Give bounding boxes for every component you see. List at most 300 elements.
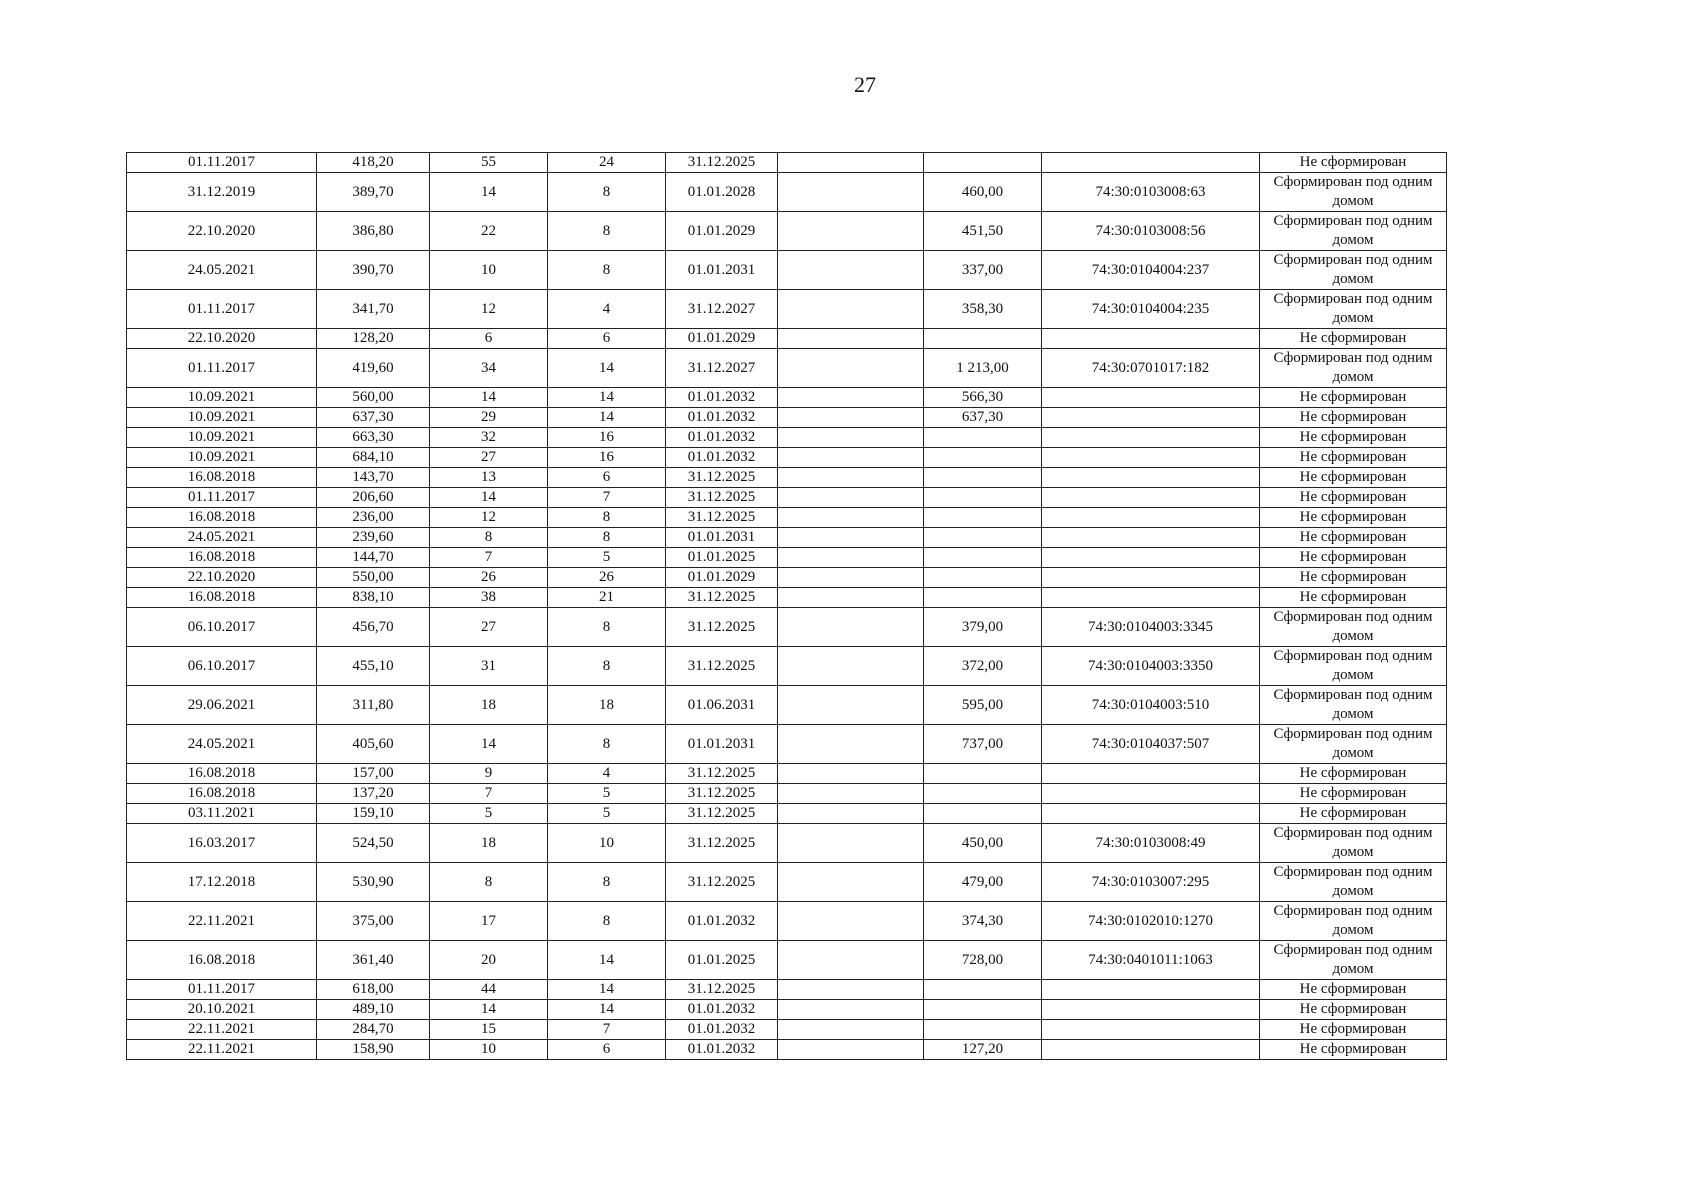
status-cell: Сформирован под одним домом [1260, 824, 1447, 863]
count-b-cell: 18 [548, 686, 666, 725]
deadline-cell: 31.12.2025 [666, 804, 778, 824]
empty-cell [778, 1020, 924, 1040]
status-cell: Не сформирован [1260, 784, 1447, 804]
count-a-cell: 10 [430, 251, 548, 290]
deadline-cell: 31.12.2025 [666, 153, 778, 173]
date-cell: 10.09.2021 [127, 428, 317, 448]
date-cell: 06.10.2017 [127, 608, 317, 647]
cadastral-number-cell [1042, 1000, 1260, 1020]
count-a-cell: 31 [430, 647, 548, 686]
cadastral-number-cell [1042, 548, 1260, 568]
area-cell: 361,40 [317, 941, 430, 980]
table-row [127, 824, 1447, 863]
area-cell: 206,60 [317, 488, 430, 508]
deadline-cell: 01.01.2028 [666, 173, 778, 212]
table-row [127, 608, 1447, 647]
count-b-cell: 6 [548, 1040, 666, 1060]
status-cell: Сформирован под одним домом [1260, 902, 1447, 941]
land-area-cell [924, 784, 1042, 804]
land-area-cell [924, 508, 1042, 528]
deadline-cell: 01.01.2029 [666, 568, 778, 588]
table-row [127, 528, 1447, 548]
count-b-cell: 14 [548, 941, 666, 980]
table-row [127, 212, 1447, 251]
empty-cell [778, 804, 924, 824]
table-row [127, 863, 1447, 902]
date-cell: 24.05.2021 [127, 725, 317, 764]
deadline-cell: 31.12.2025 [666, 784, 778, 804]
count-b-cell: 14 [548, 349, 666, 388]
area-cell: 128,20 [317, 329, 430, 349]
count-a-cell: 14 [430, 488, 548, 508]
area-cell: 311,80 [317, 686, 430, 725]
table-row [127, 488, 1447, 508]
area-cell: 144,70 [317, 548, 430, 568]
area-cell: 418,20 [317, 153, 430, 173]
land-area-cell [924, 488, 1042, 508]
count-b-cell: 8 [548, 608, 666, 647]
empty-cell [778, 1040, 924, 1060]
empty-cell [778, 329, 924, 349]
status-cell: Не сформирован [1260, 528, 1447, 548]
land-area-cell [924, 548, 1042, 568]
table-row [127, 153, 1447, 173]
cadastral-number-cell [1042, 980, 1260, 1000]
land-area-cell: 450,00 [924, 824, 1042, 863]
land-area-cell: 737,00 [924, 725, 1042, 764]
table-row [127, 428, 1447, 448]
count-b-cell: 14 [548, 980, 666, 1000]
deadline-cell: 31.12.2027 [666, 290, 778, 329]
count-b-cell: 21 [548, 588, 666, 608]
count-b-cell: 24 [548, 153, 666, 173]
status-cell: Не сформирован [1260, 764, 1447, 784]
cadastral-number-cell [1042, 468, 1260, 488]
land-area-cell [924, 329, 1042, 349]
status-cell: Сформирован под одним домом [1260, 290, 1447, 329]
cadastral-number-cell: 74:30:0103007:295 [1042, 863, 1260, 902]
deadline-cell: 31.12.2025 [666, 824, 778, 863]
empty-cell [778, 468, 924, 488]
land-area-cell [924, 568, 1042, 588]
count-b-cell: 7 [548, 488, 666, 508]
count-b-cell: 8 [548, 251, 666, 290]
deadline-cell: 01.01.2032 [666, 1040, 778, 1060]
land-area-cell: 566,30 [924, 388, 1042, 408]
cadastral-number-cell [1042, 408, 1260, 428]
empty-cell [778, 153, 924, 173]
land-area-cell [924, 528, 1042, 548]
empty-cell [778, 764, 924, 784]
empty-cell [778, 980, 924, 1000]
date-cell: 16.03.2017 [127, 824, 317, 863]
status-cell: Сформирован под одним домом [1260, 608, 1447, 647]
area-cell: 137,20 [317, 784, 430, 804]
count-a-cell: 22 [430, 212, 548, 251]
cadastral-number-cell: 74:30:0104037:507 [1042, 725, 1260, 764]
empty-cell [778, 408, 924, 428]
deadline-cell: 01.01.2032 [666, 1000, 778, 1020]
table-row [127, 941, 1447, 980]
count-b-cell: 16 [548, 428, 666, 448]
land-area-cell [924, 1020, 1042, 1040]
status-cell: Не сформирован [1260, 329, 1447, 349]
land-area-cell: 372,00 [924, 647, 1042, 686]
count-a-cell: 14 [430, 173, 548, 212]
count-b-cell: 8 [548, 725, 666, 764]
empty-cell [778, 647, 924, 686]
count-b-cell: 4 [548, 764, 666, 784]
empty-cell [778, 568, 924, 588]
empty-cell [778, 548, 924, 568]
table-row [127, 902, 1447, 941]
area-cell: 455,10 [317, 647, 430, 686]
empty-cell [778, 290, 924, 329]
area-cell: 389,70 [317, 173, 430, 212]
land-area-cell: 1 213,00 [924, 349, 1042, 388]
status-cell: Не сформирован [1260, 508, 1447, 528]
cadastral-number-cell: 74:30:0103008:49 [1042, 824, 1260, 863]
land-area-cell [924, 153, 1042, 173]
count-b-cell: 8 [548, 902, 666, 941]
empty-cell [778, 388, 924, 408]
table-row [127, 1040, 1447, 1060]
land-area-cell [924, 1000, 1042, 1020]
date-cell: 22.10.2020 [127, 212, 317, 251]
table-body [127, 153, 1447, 1060]
count-b-cell: 6 [548, 468, 666, 488]
empty-cell [778, 508, 924, 528]
count-a-cell: 32 [430, 428, 548, 448]
date-cell: 22.11.2021 [127, 1020, 317, 1040]
status-cell: Не сформирован [1260, 588, 1447, 608]
status-cell: Сформирован под одним домом [1260, 173, 1447, 212]
count-a-cell: 27 [430, 448, 548, 468]
date-cell: 06.10.2017 [127, 647, 317, 686]
date-cell: 10.09.2021 [127, 388, 317, 408]
area-cell: 386,80 [317, 212, 430, 251]
table-row [127, 408, 1447, 428]
cadastral-number-cell: 74:30:0701017:182 [1042, 349, 1260, 388]
status-cell: Сформирован под одним домом [1260, 725, 1447, 764]
cadastral-number-cell [1042, 528, 1260, 548]
empty-cell [778, 1000, 924, 1020]
count-a-cell: 27 [430, 608, 548, 647]
count-a-cell: 26 [430, 568, 548, 588]
date-cell: 29.06.2021 [127, 686, 317, 725]
count-a-cell: 17 [430, 902, 548, 941]
land-area-cell: 637,30 [924, 408, 1042, 428]
area-cell: 637,30 [317, 408, 430, 428]
deadline-cell: 31.12.2025 [666, 508, 778, 528]
deadline-cell: 01.01.2029 [666, 212, 778, 251]
status-cell: Сформирован под одним домом [1260, 212, 1447, 251]
deadline-cell: 01.01.2032 [666, 388, 778, 408]
deadline-cell: 01.01.2031 [666, 251, 778, 290]
count-b-cell: 14 [548, 408, 666, 428]
date-cell: 31.12.2019 [127, 173, 317, 212]
table-row [127, 349, 1447, 388]
status-cell: Сформирован под одним домом [1260, 686, 1447, 725]
status-cell: Сформирован под одним домом [1260, 941, 1447, 980]
table-row [127, 468, 1447, 488]
page-number: 27 [854, 72, 876, 97]
table-row [127, 508, 1447, 528]
registry-table [126, 152, 1447, 1060]
date-cell: 01.11.2017 [127, 349, 317, 388]
table-row [127, 764, 1447, 784]
cadastral-number-cell [1042, 784, 1260, 804]
count-b-cell: 26 [548, 568, 666, 588]
status-cell: Не сформирован [1260, 388, 1447, 408]
date-cell: 24.05.2021 [127, 251, 317, 290]
land-area-cell [924, 588, 1042, 608]
empty-cell [778, 941, 924, 980]
count-b-cell: 8 [548, 173, 666, 212]
area-cell: 143,70 [317, 468, 430, 488]
table-row [127, 980, 1447, 1000]
land-area-cell: 479,00 [924, 863, 1042, 902]
land-area-cell [924, 468, 1042, 488]
land-area-cell: 451,50 [924, 212, 1042, 251]
count-b-cell: 8 [548, 863, 666, 902]
count-a-cell: 18 [430, 686, 548, 725]
cadastral-number-cell: 74:30:0104003:510 [1042, 686, 1260, 725]
count-b-cell: 8 [548, 212, 666, 251]
status-cell: Не сформирован [1260, 1020, 1447, 1040]
deadline-cell: 01.01.2032 [666, 1020, 778, 1040]
empty-cell [778, 448, 924, 468]
status-cell: Не сформирован [1260, 408, 1447, 428]
area-cell: 550,00 [317, 568, 430, 588]
date-cell: 03.11.2021 [127, 804, 317, 824]
status-cell: Не сформирован [1260, 1000, 1447, 1020]
status-cell: Не сформирован [1260, 428, 1447, 448]
status-cell: Не сформирован [1260, 153, 1447, 173]
deadline-cell: 01.01.2032 [666, 902, 778, 941]
date-cell: 10.09.2021 [127, 448, 317, 468]
deadline-cell: 31.12.2025 [666, 608, 778, 647]
area-cell: 405,60 [317, 725, 430, 764]
count-a-cell: 34 [430, 349, 548, 388]
land-area-cell [924, 428, 1042, 448]
land-area-cell: 728,00 [924, 941, 1042, 980]
status-cell: Не сформирован [1260, 804, 1447, 824]
empty-cell [778, 528, 924, 548]
count-b-cell: 5 [548, 784, 666, 804]
area-cell: 390,70 [317, 251, 430, 290]
empty-cell [778, 784, 924, 804]
table-row [127, 329, 1447, 349]
date-cell: 16.08.2018 [127, 941, 317, 980]
status-cell: Не сформирован [1260, 568, 1447, 588]
count-a-cell: 14 [430, 388, 548, 408]
empty-cell [778, 608, 924, 647]
cadastral-number-cell [1042, 329, 1260, 349]
count-a-cell: 5 [430, 804, 548, 824]
count-a-cell: 14 [430, 725, 548, 764]
deadline-cell: 31.12.2025 [666, 647, 778, 686]
empty-cell [778, 588, 924, 608]
cadastral-number-cell: 74:30:0103008:63 [1042, 173, 1260, 212]
count-a-cell: 18 [430, 824, 548, 863]
status-cell: Не сформирован [1260, 488, 1447, 508]
table-row [127, 388, 1447, 408]
table-row [127, 173, 1447, 212]
land-area-cell: 358,30 [924, 290, 1042, 329]
area-cell: 618,00 [317, 980, 430, 1000]
count-a-cell: 6 [430, 329, 548, 349]
empty-cell [778, 212, 924, 251]
empty-cell [778, 725, 924, 764]
area-cell: 341,70 [317, 290, 430, 329]
area-cell: 284,70 [317, 1020, 430, 1040]
count-a-cell: 15 [430, 1020, 548, 1040]
deadline-cell: 31.12.2025 [666, 863, 778, 902]
deadline-cell: 01.01.2032 [666, 408, 778, 428]
table-row [127, 1020, 1447, 1040]
table-row [127, 686, 1447, 725]
land-area-cell: 595,00 [924, 686, 1042, 725]
cadastral-number-cell: 74:30:0104003:3350 [1042, 647, 1260, 686]
cadastral-number-cell [1042, 508, 1260, 528]
empty-cell [778, 824, 924, 863]
deadline-cell: 01.01.2032 [666, 428, 778, 448]
deadline-cell: 31.12.2025 [666, 488, 778, 508]
deadline-cell: 01.01.2031 [666, 725, 778, 764]
count-b-cell: 5 [548, 548, 666, 568]
date-cell: 20.10.2021 [127, 1000, 317, 1020]
date-cell: 22.10.2020 [127, 568, 317, 588]
status-cell: Не сформирован [1260, 548, 1447, 568]
area-cell: 159,10 [317, 804, 430, 824]
table-row [127, 251, 1447, 290]
cadastral-number-cell [1042, 1040, 1260, 1060]
area-cell: 375,00 [317, 902, 430, 941]
count-a-cell: 9 [430, 764, 548, 784]
area-cell: 530,90 [317, 863, 430, 902]
deadline-cell: 31.12.2025 [666, 980, 778, 1000]
land-area-cell: 374,30 [924, 902, 1042, 941]
count-a-cell: 13 [430, 468, 548, 488]
date-cell: 16.08.2018 [127, 548, 317, 568]
count-b-cell: 14 [548, 388, 666, 408]
deadline-cell: 01.01.2029 [666, 329, 778, 349]
cadastral-number-cell [1042, 388, 1260, 408]
deadline-cell: 31.12.2027 [666, 349, 778, 388]
land-area-cell [924, 448, 1042, 468]
land-area-cell [924, 804, 1042, 824]
table-row [127, 448, 1447, 468]
date-cell: 01.11.2017 [127, 290, 317, 329]
cadastral-number-cell [1042, 428, 1260, 448]
status-cell: Сформирован под одним домом [1260, 863, 1447, 902]
deadline-cell: 01.01.2025 [666, 941, 778, 980]
area-cell: 560,00 [317, 388, 430, 408]
area-cell: 684,10 [317, 448, 430, 468]
count-b-cell: 8 [548, 528, 666, 548]
table-row [127, 647, 1447, 686]
area-cell: 489,10 [317, 1000, 430, 1020]
deadline-cell: 01.01.2025 [666, 548, 778, 568]
count-a-cell: 10 [430, 1040, 548, 1060]
deadline-cell: 01.06.2031 [666, 686, 778, 725]
status-cell: Не сформирован [1260, 468, 1447, 488]
table-row [127, 588, 1447, 608]
count-a-cell: 20 [430, 941, 548, 980]
status-cell: Сформирован под одним домом [1260, 251, 1447, 290]
status-cell: Не сформирован [1260, 980, 1447, 1000]
table-row [127, 1000, 1447, 1020]
cadastral-number-cell: 74:30:0103008:56 [1042, 212, 1260, 251]
area-cell: 239,60 [317, 528, 430, 548]
count-b-cell: 4 [548, 290, 666, 329]
count-a-cell: 12 [430, 290, 548, 329]
status-cell: Не сформирован [1260, 1040, 1447, 1060]
land-area-cell: 337,00 [924, 251, 1042, 290]
empty-cell [778, 488, 924, 508]
empty-cell [778, 428, 924, 448]
count-a-cell: 14 [430, 1000, 548, 1020]
count-a-cell: 8 [430, 863, 548, 902]
land-area-cell: 460,00 [924, 173, 1042, 212]
cadastral-number-cell: 74:30:0104004:235 [1042, 290, 1260, 329]
date-cell: 01.11.2017 [127, 153, 317, 173]
status-cell: Сформирован под одним домом [1260, 647, 1447, 686]
table-row [127, 568, 1447, 588]
deadline-cell: 31.12.2025 [666, 468, 778, 488]
count-a-cell: 44 [430, 980, 548, 1000]
cadastral-number-cell: 74:30:0104004:237 [1042, 251, 1260, 290]
date-cell: 22.10.2020 [127, 329, 317, 349]
date-cell: 22.11.2021 [127, 902, 317, 941]
table-row [127, 548, 1447, 568]
count-a-cell: 38 [430, 588, 548, 608]
count-a-cell: 12 [430, 508, 548, 528]
cadastral-number-cell [1042, 588, 1260, 608]
count-a-cell: 7 [430, 784, 548, 804]
count-a-cell: 29 [430, 408, 548, 428]
empty-cell [778, 349, 924, 388]
count-b-cell: 8 [548, 508, 666, 528]
date-cell: 16.08.2018 [127, 784, 317, 804]
deadline-cell: 31.12.2025 [666, 764, 778, 784]
status-cell: Сформирован под одним домом [1260, 349, 1447, 388]
date-cell: 17.12.2018 [127, 863, 317, 902]
count-b-cell: 7 [548, 1020, 666, 1040]
count-a-cell: 7 [430, 548, 548, 568]
table-row [127, 290, 1447, 329]
cadastral-number-cell [1042, 448, 1260, 468]
cadastral-number-cell: 74:30:0102010:1270 [1042, 902, 1260, 941]
date-cell: 10.09.2021 [127, 408, 317, 428]
area-cell: 524,50 [317, 824, 430, 863]
land-area-cell: 127,20 [924, 1040, 1042, 1060]
cadastral-number-cell [1042, 1020, 1260, 1040]
count-b-cell: 16 [548, 448, 666, 468]
count-b-cell: 10 [548, 824, 666, 863]
count-a-cell: 55 [430, 153, 548, 173]
area-cell: 419,60 [317, 349, 430, 388]
date-cell: 24.05.2021 [127, 528, 317, 548]
cadastral-number-cell: 74:30:0104003:3345 [1042, 608, 1260, 647]
cadastral-number-cell [1042, 153, 1260, 173]
date-cell: 22.11.2021 [127, 1040, 317, 1060]
land-area-cell [924, 980, 1042, 1000]
land-area-cell [924, 764, 1042, 784]
table-row [127, 804, 1447, 824]
cadastral-number-cell: 74:30:0401011:1063 [1042, 941, 1260, 980]
